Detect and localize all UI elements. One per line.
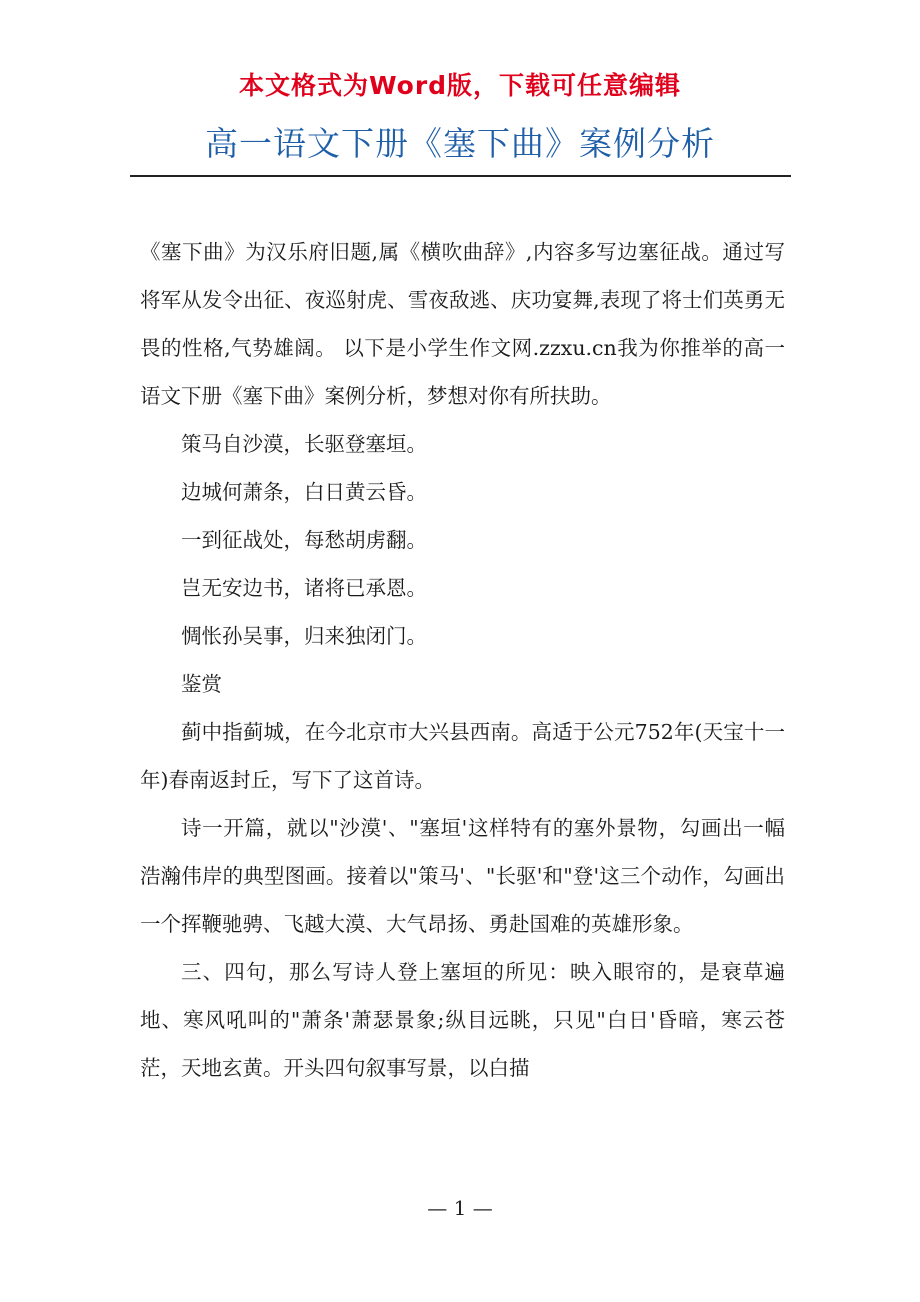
poem-line: 边城何萧条，白日黄云昏。 [181, 480, 427, 504]
document-title: 高一语文下册《塞下曲》案例分析 [205, 124, 715, 163]
body-paragraph: 蓟中指蓟城，在今北京市大兴县西南。高适于公元752年(天宝十一年)春南返封丘，写下了这首诗。 [140, 720, 785, 792]
document-body [140, 228, 785, 1092]
section-heading: 鉴赏 [181, 672, 222, 696]
poem-line: 策马自沙漠，长驱登塞垣。 [181, 432, 427, 456]
page-number: — 1 — [427, 1196, 493, 1220]
title-divider [130, 175, 791, 177]
poem-line: 惆怅孙吴事，归来独闭门。 [181, 624, 427, 648]
format-banner: 本文格式为Word版，下载可任意编辑 [238, 71, 682, 100]
body-paragraph: 三、四句，那么写诗人登上塞垣的所见：映入眼帘的，是衰草遍地、寒风吼叫的"萧条'萧瑟景象;纵目远眺，只见"白日'昏暗，寒云苍茫，天地玄黄。开头四句叙事写景，以白描 [140, 960, 785, 1080]
poem-block [140, 420, 785, 660]
body-paragraph: 诗一开篇，就以"沙漠'、"塞垣'这样特有的塞外景物，勾画出一幅浩瀚伟岸的典型图画。接着以"策马'、"长驱'和"登'这三个动作，勾画出一个挥鞭驰骋、飞越大漠、大气昂扬、勇赴国难的英雄形象。 [140, 816, 785, 936]
poem-line: 一到征战处，每愁胡虏翻。 [181, 528, 427, 552]
poem-line: 岂无安边书，诸将已承恩。 [181, 576, 427, 600]
intro-paragraph: 《塞下曲》为汉乐府旧题,属《横吹曲辞》,内容多写边塞征战。通过写将军从发令出征、夜巡射虎、雪夜敌逃、庆功宴舞,表现了将士们英勇无畏的性格,气势雄阔。 以下是小学生作文网.zzxu.cn我为你推举的高一语文下册《塞下曲》案例分析，梦想对你有所扶助。 [140, 240, 785, 408]
